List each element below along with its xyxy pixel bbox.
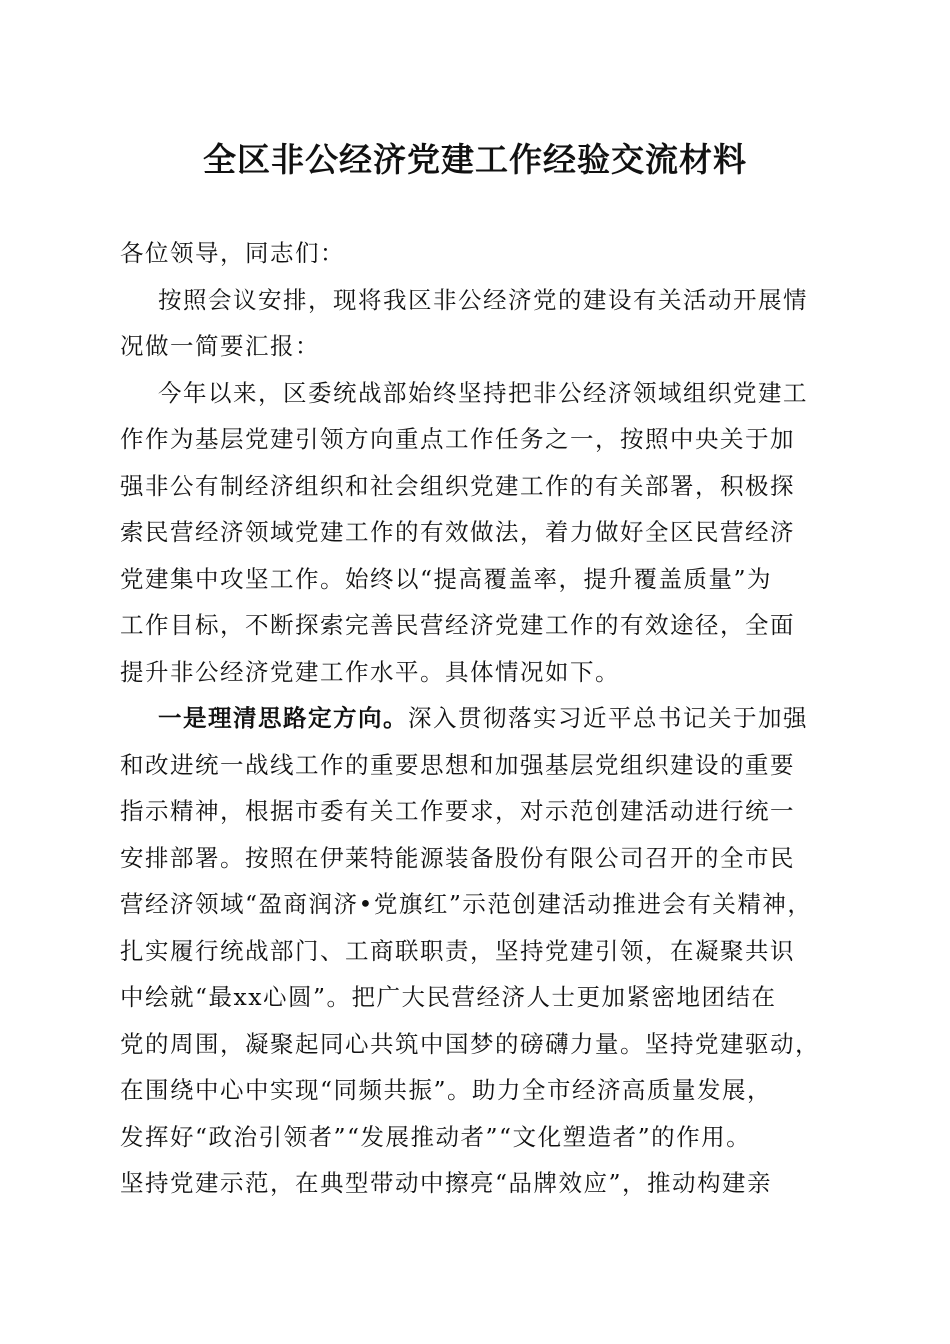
text-line: 今年以来，区委统战部始终坚持把非公经济领域组织党建工 bbox=[158, 378, 808, 407]
text-line: 况做一简要汇报： bbox=[120, 332, 320, 360]
text-line: 党的周围，凝聚起同心共筑中国梦的磅礴力量。坚持党建驱动， bbox=[120, 1029, 820, 1058]
text-line: 坚持党建示范，在典型带动中擦亮“品牌效应”，推动构建亲 bbox=[120, 1169, 773, 1197]
point-one-heading: 一是理清思路定方向。 bbox=[158, 704, 408, 732]
text-line: 强非公有制经济组织和社会组织党建工作的有关部署，积极探 bbox=[120, 471, 795, 500]
paragraph-report-intro bbox=[120, 277, 836, 370]
text-line: 扎实履行统战部门、工商联职责，坚持党建引领，在凝聚共识 bbox=[120, 936, 795, 965]
text-line: 营经济领域“盈商润济•党旗红”示范创建活动推进会有关精神， bbox=[120, 890, 813, 918]
document-body bbox=[120, 230, 836, 1207]
text-line: 在围绕中心中实现“同频共振”。助力全市经济高质量发展， bbox=[120, 1076, 773, 1104]
text-line: 工作目标，不断探索完善民营经济党建工作的有效途径，全面 bbox=[120, 611, 795, 639]
text-line: 索民营经济领域党建工作的有效做法，着力做好全区民营经济 bbox=[120, 518, 795, 546]
text-line: 提升非公经济党建工作水平。具体情况如下。 bbox=[120, 657, 620, 686]
paragraph-point-one bbox=[120, 695, 836, 1207]
text-line: 中绘就“最xx心圆”。把广大民营经济人士更加紧密地团结在 bbox=[120, 983, 777, 1011]
point-one-text: 深入贯彻落实习近平总书记关于加强 bbox=[408, 704, 808, 732]
document-title: 全区非公经济党建工作经验交流材料 bbox=[203, 140, 747, 179]
text-line: 发挥好“政治引领者”“发展推动者”“文化塑造者”的作用。 bbox=[120, 1122, 752, 1151]
paragraph-overview bbox=[120, 370, 836, 696]
text-line: 安排部署。按照在伊莱特能源装备股份有限公司召开的全市民 bbox=[120, 843, 795, 872]
text-line bbox=[120, 695, 836, 742]
text-line: 党建集中攻坚工作。始终以“提高覆盖率，提升覆盖质量”为 bbox=[120, 564, 773, 593]
text-line: 和改进统一战线工作的重要思想和加强基层党组织建设的重要 bbox=[120, 750, 795, 779]
text-line: 作作为基层党建引领方向重点工作任务之一，按照中央关于加 bbox=[120, 425, 795, 453]
text-line: 按照会议安排，现将我区非公经济党的建设有关活动开展情 bbox=[158, 285, 808, 314]
text-line: 指示精神，根据市委有关工作要求，对示范创建活动进行统一 bbox=[120, 797, 795, 825]
greeting-line: 各位领导，同志们： bbox=[120, 239, 345, 267]
